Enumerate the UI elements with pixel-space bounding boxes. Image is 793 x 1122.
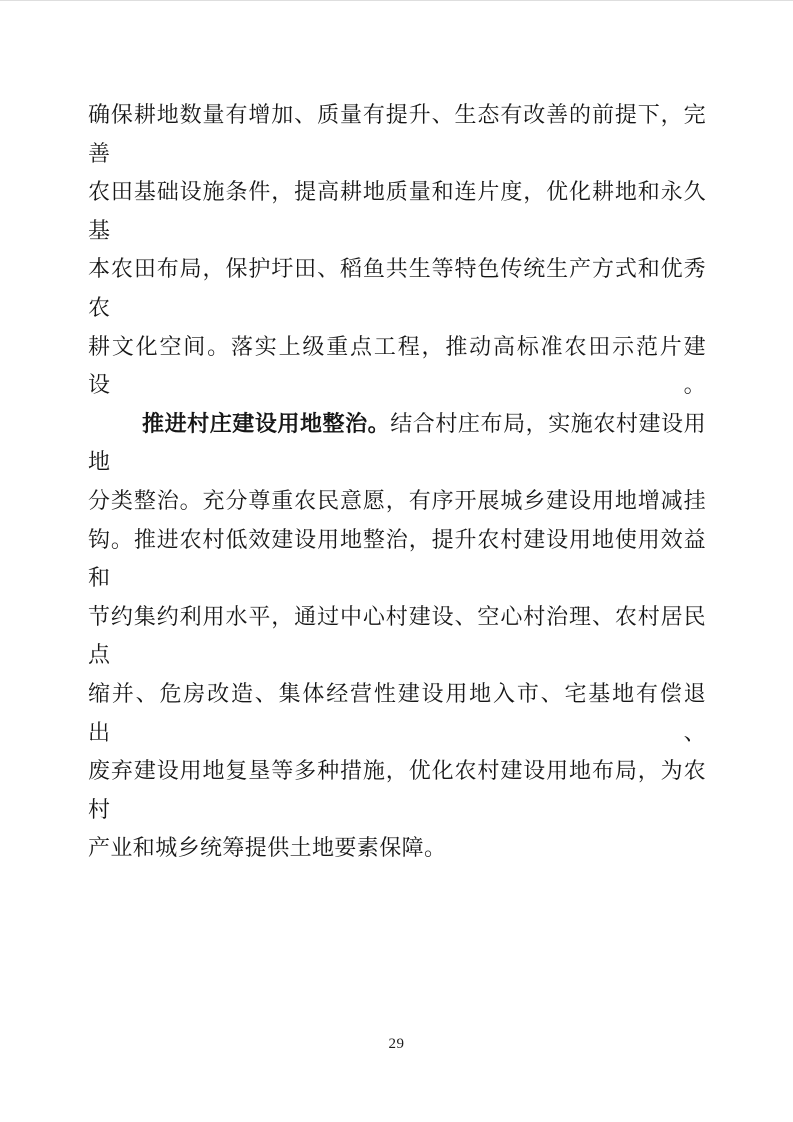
text-line-9: 缩并、危房改造、集体经营性建设用地入市、宅基地有偿退出、 xyxy=(88,680,706,745)
text-line-8: 节约集约利用水平，通过中心村建设、空心村治理、农村居民点 xyxy=(88,603,706,668)
text-line-2: 农田基础设施条件，提高耕地质量和连片度，优化耕地和永久基 xyxy=(88,179,706,243)
text-line-11: 产业和城乡统筹提供土地要素保障。 xyxy=(88,835,447,861)
body-text xyxy=(88,96,706,868)
text-line-1: 确保耕地数量有增加、质量有提升、生态有改善的前提下，完善 xyxy=(88,102,706,166)
text-line-3: 本农田布局，保护圩田、稻鱼共生等特色传统生产方式和优秀农 xyxy=(88,256,706,320)
text-line-6: 分类整治。充分尊重农民意愿，有序开展城乡建设用地增减挂 xyxy=(88,487,706,513)
page-number: 29 xyxy=(388,1036,405,1052)
text-line-10: 废弃建设用地复垦等多种措施，优化农村建设用地布局，为农村 xyxy=(88,758,706,822)
text-line-7: 钩。推进农村低效建设用地整治，提升农村建设用地使用效益和 xyxy=(88,526,706,591)
text-line-4: 耕文化空间。落实上级重点工程，推动高标准农田示范片建设。 xyxy=(88,333,706,398)
page-top-edge xyxy=(0,0,793,1)
paragraph-lead-rest: 结合村庄布局，实施农村建设用地 xyxy=(88,410,706,475)
text-line-5 xyxy=(88,405,706,482)
paragraph-lead-bold: 推进村庄建设用地整治。 xyxy=(142,410,391,436)
